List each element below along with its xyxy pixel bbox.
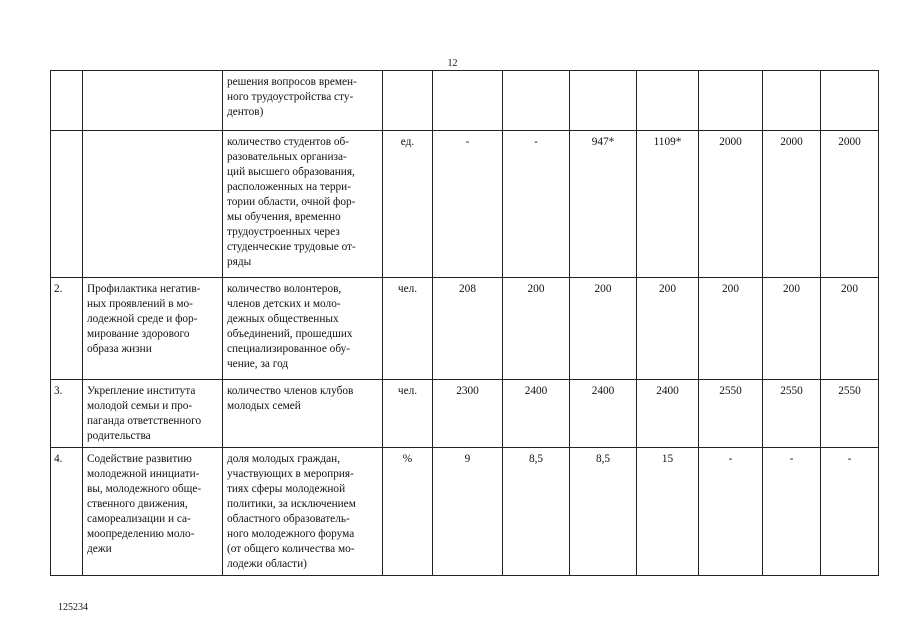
indicator-cell [223,71,383,131]
row-number-cell: 2. [51,278,83,380]
value-cell: 2400 [503,380,570,448]
event-text-line: образа жизни [87,343,152,355]
value-cell [699,71,763,131]
value-cell: 2000 [699,131,763,278]
indicator-text-line: ного трудоустройства сту- [227,91,354,103]
value-cell: 2550 [763,380,821,448]
event-text-line: Укрепление института [87,385,196,397]
indicator-text-line: количество волонтеров, [227,283,342,295]
page-number: 12 [447,58,458,69]
value-cell: 9 [433,448,503,576]
value-cell: - [699,448,763,576]
value-cell: 200 [570,278,637,380]
value-cell: 2000 [821,131,879,278]
table-row [51,380,879,448]
event-cell [83,380,223,448]
event-text-line: ных проявлений в мо- [87,298,193,310]
event-cell [83,71,223,131]
unit-cell [383,71,433,131]
indicator-text-line: политики, за исключением [227,498,356,510]
indicator-text-line: лодежи области) [227,558,307,570]
value-cell: - [821,448,879,576]
indicator-text-line: членов детских и моло- [227,298,341,310]
indicator-text-line: объединений, прошедших [227,328,353,340]
event-text-line: родительства [87,430,151,442]
event-cell [83,131,223,278]
indicators-table [50,70,879,576]
value-cell: 8,5 [503,448,570,576]
value-cell: 200 [503,278,570,380]
indicator-text-line: областного образователь- [227,513,350,525]
event-text-line: паганда ответственного [87,415,202,427]
indicator-text-line: чение, за год [227,358,289,370]
indicator-text-line: ряды [227,256,252,268]
event-text-line: молодой семьи и про- [87,400,193,412]
value-cell [637,71,699,131]
value-cell: 200 [699,278,763,380]
value-cell [821,71,879,131]
event-text-line: дежи [87,543,112,555]
indicator-text-line: (от общего количества мо- [227,543,355,555]
indicator-text-line: решения вопросов времен- [227,76,357,88]
indicator-text-line: студенческие трудовые от- [227,241,356,253]
indicator-text-line: тиях сферы молодежной [227,483,346,495]
table-row [51,71,879,131]
indicator-text-line: дежных общественных [227,313,339,325]
indicator-text-line: специализированное обу- [227,343,351,355]
indicator-text-line: участвующих в мероприя- [227,468,354,480]
indicator-cell [223,448,383,576]
value-cell: 947* [570,131,637,278]
indicator-text-line: дентов) [227,106,264,118]
value-cell: 208 [433,278,503,380]
unit-cell: чел. [383,278,433,380]
value-cell [433,71,503,131]
indicator-text-line: доля молодых граждан, [227,453,341,465]
event-text-line: вы, молодежного обще- [87,483,202,495]
indicator-text-line: ного молодежного форума [227,528,355,540]
table-body [51,71,879,576]
event-text-line: лодежной среде и фор- [87,313,198,325]
value-cell: 2300 [433,380,503,448]
table-row [51,448,879,576]
indicator-text-line: тории области, очной фор- [227,196,356,208]
value-cell: 200 [763,278,821,380]
value-cell: 8,5 [570,448,637,576]
indicator-text-line: количество членов клубов [227,385,354,397]
value-cell [503,71,570,131]
value-cell [570,71,637,131]
row-number-cell: 4. [51,448,83,576]
value-cell [763,71,821,131]
value-cell: - [433,131,503,278]
event-text-line: молодежной инициати- [87,468,200,480]
unit-cell: % [383,448,433,576]
row-number-cell [51,131,83,278]
value-cell: 2400 [637,380,699,448]
indicator-text-line: количество студентов об- [227,136,350,148]
row-number-cell: 3. [51,380,83,448]
indicator-text-line: мы обучения, временно [227,211,341,223]
indicator-text-line: расположенных на терри- [227,181,351,193]
row-number-cell [51,71,83,131]
event-cell [83,448,223,576]
indicator-text-line: молодых семей [227,400,301,412]
event-text-line: Профилактика негатив- [87,283,201,295]
value-cell: - [763,448,821,576]
indicator-cell [223,278,383,380]
indicator-text-line: трудоустроенных через [227,226,340,238]
event-text-line: ственного движения, [87,498,188,510]
value-cell: 1109* [637,131,699,278]
event-text-line: самореализации и са- [87,513,191,525]
event-text-line: моопределению моло- [87,528,195,540]
unit-cell: чел. [383,380,433,448]
value-cell: 200 [637,278,699,380]
value-cell: 2550 [821,380,879,448]
event-cell [83,278,223,380]
value-cell: 2400 [570,380,637,448]
indicator-cell [223,131,383,278]
indicator-text-line: ций высшего образования, [227,166,355,178]
value-cell: 2000 [763,131,821,278]
indicator-cell [223,380,383,448]
table-row [51,131,879,278]
unit-cell: ед. [383,131,433,278]
event-text-line: Содействие развитию [87,453,192,465]
indicator-text-line: разовательных организа- [227,151,347,163]
value-cell: 15 [637,448,699,576]
event-text-line: мирование здорового [87,328,190,340]
value-cell: 2550 [699,380,763,448]
footer-code: 125234 [58,602,88,613]
table-row [51,278,879,380]
value-cell: 200 [821,278,879,380]
value-cell: - [503,131,570,278]
